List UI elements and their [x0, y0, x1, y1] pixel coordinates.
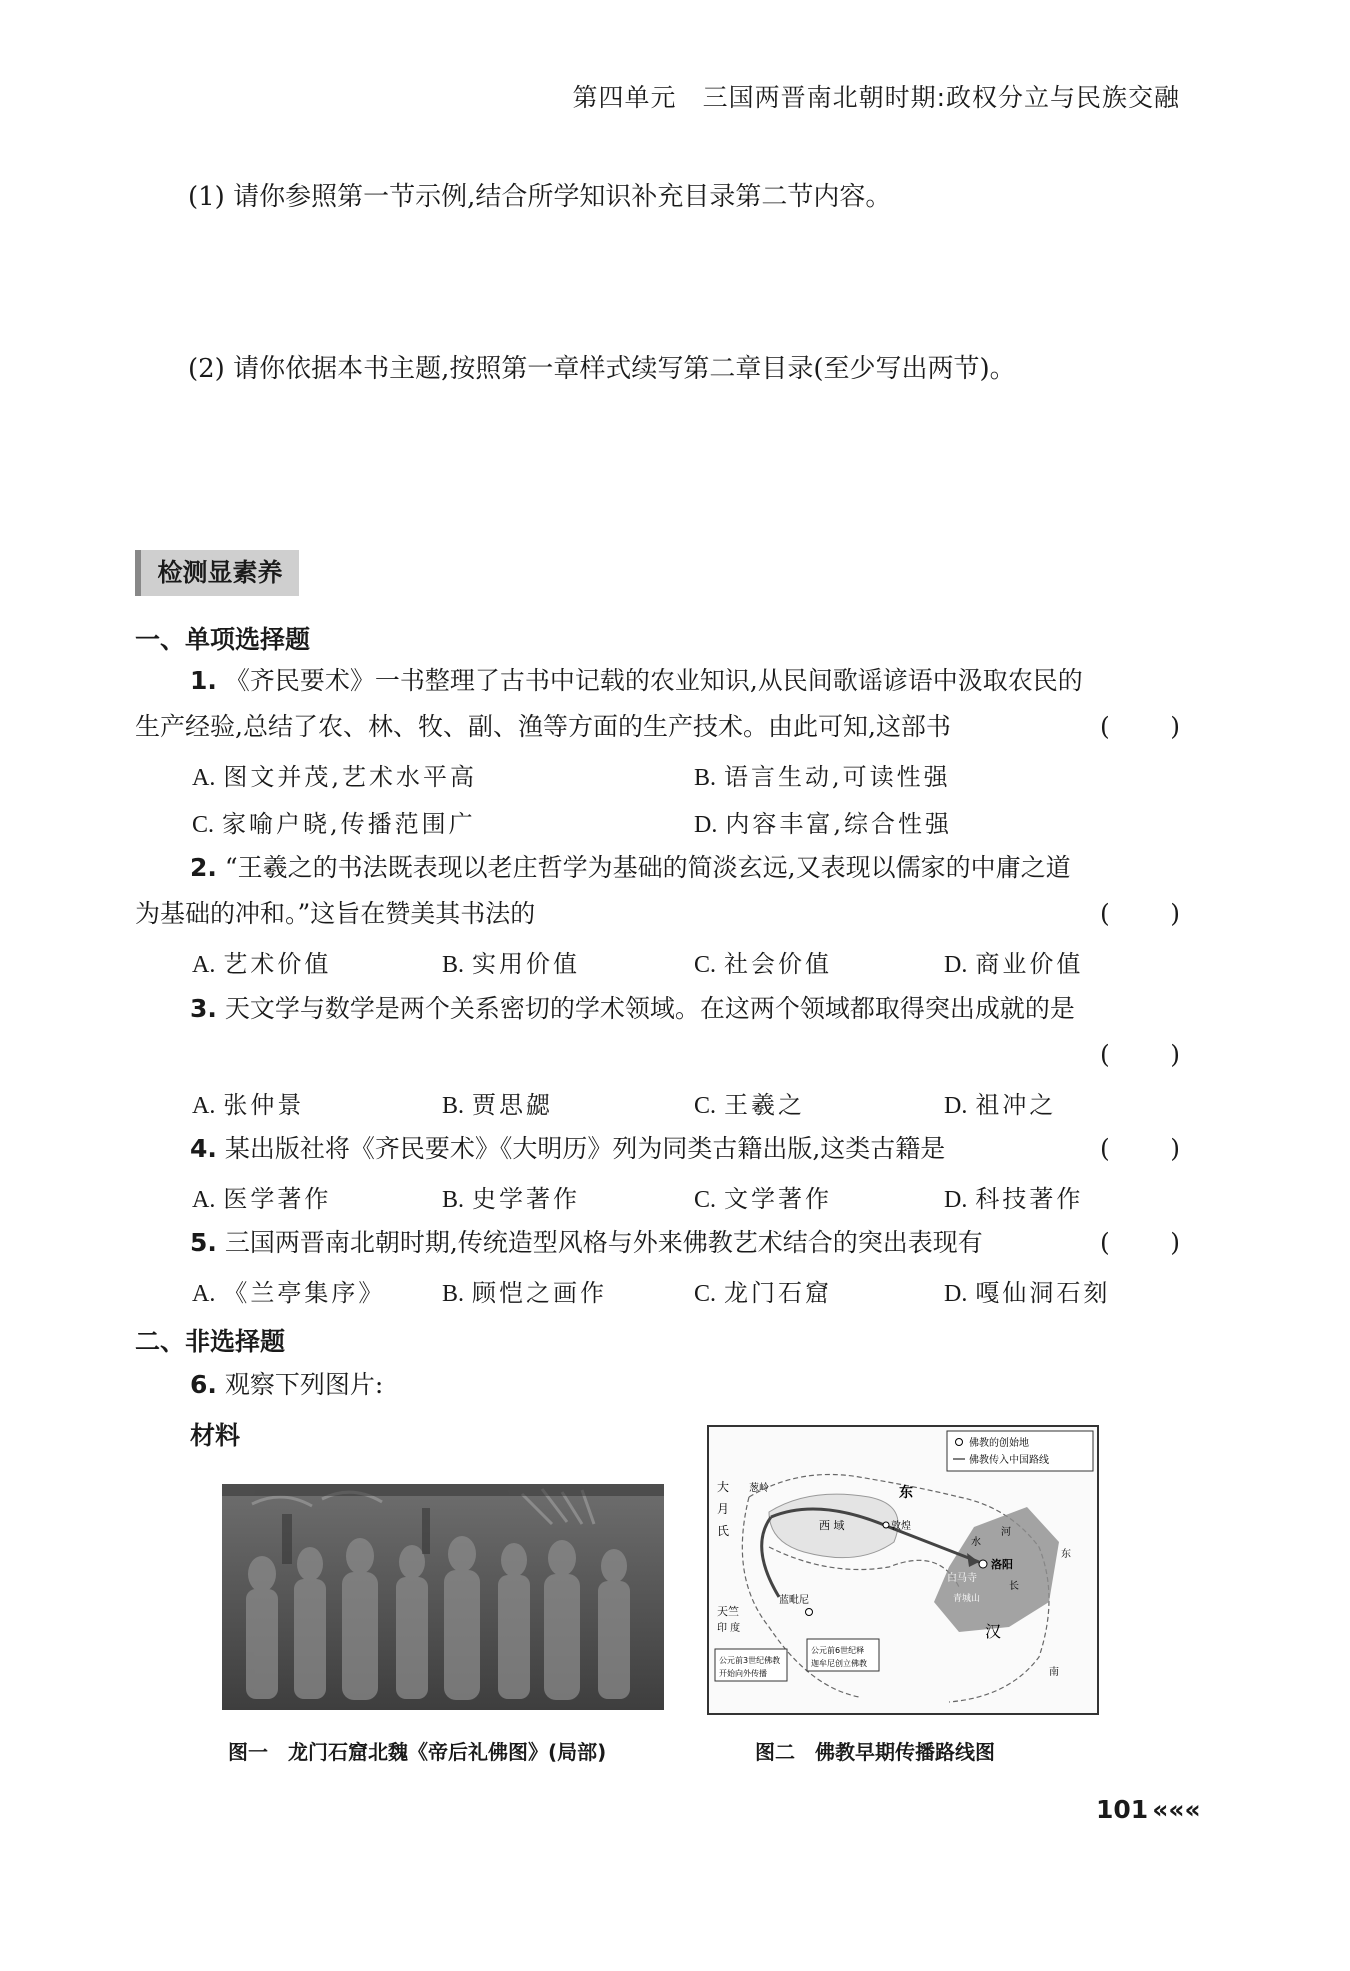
question-text: 观察下列图片: — [224, 1370, 384, 1399]
note-2-line-2: 迦牟尼创立佛教 — [811, 1659, 867, 1668]
figure-1-caption: 图一 龙门石窟北魏《帝后礼佛图》(局部) — [228, 1740, 607, 1764]
option-c[interactable]: C. 王羲之 — [694, 1091, 806, 1119]
option-a[interactable]: A. 艺术价值 — [192, 950, 332, 978]
material-label: 材料 — [190, 1421, 241, 1450]
map-canvas — [709, 1427, 1097, 1713]
prompt-1: (1) 请你参照第一节示例,结合所学知识补充目录第二节内容。 — [188, 182, 892, 212]
option-a[interactable]: A. 《兰亭集序》 — [192, 1279, 386, 1307]
option-c[interactable]: C. 社会价值 — [694, 950, 833, 978]
option-c[interactable]: C. 文学著作 — [694, 1185, 833, 1213]
legend-route: 佛教传入中国路线 — [969, 1455, 1049, 1466]
luoyang-marker — [979, 1560, 987, 1568]
buddhism-route-map — [707, 1425, 1099, 1715]
label-lanpini: 蓝毗尼 — [779, 1595, 809, 1606]
label-han: 汉 — [985, 1622, 1002, 1641]
lanpini-marker — [806, 1609, 813, 1616]
running-header — [573, 78, 1180, 114]
figure-2-caption: 图二 佛教早期传播路线图 — [755, 1740, 995, 1764]
note-2-line-1: 公元前6世纪释 — [811, 1646, 865, 1655]
label-congling: 葱岭 — [749, 1483, 769, 1494]
label-luoyang: 洛阳 — [991, 1558, 1013, 1571]
question-text: 生产经验,总结了农、林、牧、副、渔等方面的生产技术。由此可知,这部书 — [135, 712, 951, 741]
option-d[interactable]: D. 内容丰富,综合性强 — [694, 810, 952, 838]
label-shui: 水 — [971, 1537, 981, 1548]
option-a[interactable]: A. 医学著作 — [192, 1185, 332, 1213]
section-badge: 检测显素养 — [135, 550, 299, 596]
question-4-stem — [135, 1126, 1180, 1172]
option-d[interactable]: D. 科技著作 — [944, 1185, 1084, 1213]
answer-blank[interactable]: ( ) — [1100, 1040, 1180, 1069]
question-6-stem — [135, 1362, 1180, 1408]
option-d[interactable]: D. 商业价值 — [944, 950, 1084, 978]
question-text: 天文学与数学是两个关系密切的学术领域。在这两个领域都取得突出成就的是 — [224, 994, 1075, 1023]
label-tianzhu: 天竺 — [717, 1605, 739, 1618]
question-text: “王羲之的书法既表现以老庄哲学为基础的简淡玄远,又表现以儒家的中庸之道 — [224, 853, 1071, 882]
page-number — [1096, 1795, 1201, 1824]
label-yindu: 印 度 — [717, 1623, 741, 1634]
relief-photo — [222, 1484, 664, 1710]
label-xiyu: 西 域 — [819, 1519, 845, 1532]
answer-blank[interactable]: ( ) — [1100, 899, 1180, 928]
question-2-stem — [135, 845, 1180, 891]
question-number: 1. — [190, 666, 217, 695]
question-number: 2. — [190, 853, 217, 882]
question-text: 《齐民要术》一书整理了古书中记载的农业知识,从民间歌谣谚语中汲取农民的 — [224, 666, 1083, 695]
question-5-stem — [135, 1220, 1180, 1266]
question-3-stem — [135, 986, 1180, 1032]
question-3-answer-line — [135, 1032, 1180, 1078]
answer-blank[interactable]: ( ) — [1100, 1228, 1180, 1257]
label-donghai: 东 — [1061, 1549, 1071, 1560]
question-number: 3. — [190, 994, 217, 1023]
option-d[interactable]: D. 嘎仙洞石刻 — [944, 1279, 1111, 1307]
question-text: 三国两晋南北朝时期,传统造型风格与外来佛教艺术结合的突出表现有 — [224, 1228, 983, 1257]
option-c[interactable]: C. 龙门石窟 — [694, 1279, 833, 1307]
question-2-stem-line2 — [135, 891, 1180, 937]
prompt-2: (2) 请你依据本书主题,按照第一章样式续写第二章目录(至少写出两节)。 — [188, 354, 1016, 384]
answer-blank[interactable]: ( ) — [1100, 712, 1180, 741]
option-d[interactable]: D. 祖冲之 — [944, 1091, 1057, 1119]
question-1-stem — [135, 658, 1180, 704]
note-1-line-1: 公元前3世纪佛教 — [719, 1656, 781, 1665]
unit-title: 三国两晋南北朝时期:政权分立与民族交融 — [702, 83, 1180, 112]
option-b[interactable]: B. 语言生动,可读性强 — [694, 763, 951, 791]
option-a[interactable]: A. 图文并茂,艺术水平高 — [192, 763, 477, 791]
option-b[interactable]: B. 贾思勰 — [442, 1091, 554, 1119]
section-non-choice: 二、非选择题 — [135, 1327, 286, 1356]
relief-image — [222, 1484, 664, 1710]
section-single-choice: 一、单项选择题 — [135, 625, 311, 654]
page-chevrons-icon: ««« — [1152, 1795, 1201, 1824]
question-number: 4. — [190, 1134, 217, 1163]
label-nanhai: 南 — [1049, 1667, 1059, 1678]
label-zhi: 氏 — [717, 1524, 730, 1538]
unit-label: 第四单元 — [572, 83, 677, 112]
label-dunhuang: 敦煌 — [891, 1521, 911, 1532]
label-qingchengshan: 青城山 — [953, 1594, 981, 1604]
option-b[interactable]: B. 史学著作 — [442, 1185, 581, 1213]
legend-origin: 佛教的创始地 — [969, 1438, 1029, 1449]
question-number: 5. — [190, 1228, 217, 1257]
note-1-line-2: 开始向外传播 — [719, 1669, 767, 1678]
question-1-stem-line2 — [135, 704, 1180, 750]
dunhuang-marker — [883, 1522, 889, 1528]
question-text: 为基础的冲和。”这旨在赞美其书法的 — [135, 899, 536, 928]
label-baimasi: 白马寺 — [947, 1573, 977, 1584]
page-number-value: 101 — [1096, 1795, 1149, 1824]
option-b[interactable]: B. 顾恺之画作 — [442, 1279, 608, 1307]
question-text: 某出版社将《齐民要术》《大明历》列为同类古籍出版,这类古籍是 — [224, 1134, 946, 1163]
option-c[interactable]: C. 家喻户晓,传播范围广 — [192, 810, 476, 838]
label-dong: 东 — [899, 1485, 913, 1501]
option-a[interactable]: A. 张仲景 — [192, 1091, 305, 1119]
label-yue: 月 — [717, 1502, 730, 1516]
label-he: 河 — [1001, 1527, 1011, 1538]
answer-blank[interactable]: ( ) — [1100, 1134, 1180, 1163]
question-number: 6. — [190, 1370, 217, 1399]
option-b[interactable]: B. 实用价值 — [442, 950, 581, 978]
label-da: 大 — [717, 1480, 730, 1494]
label-chang: 长 — [1009, 1581, 1019, 1592]
